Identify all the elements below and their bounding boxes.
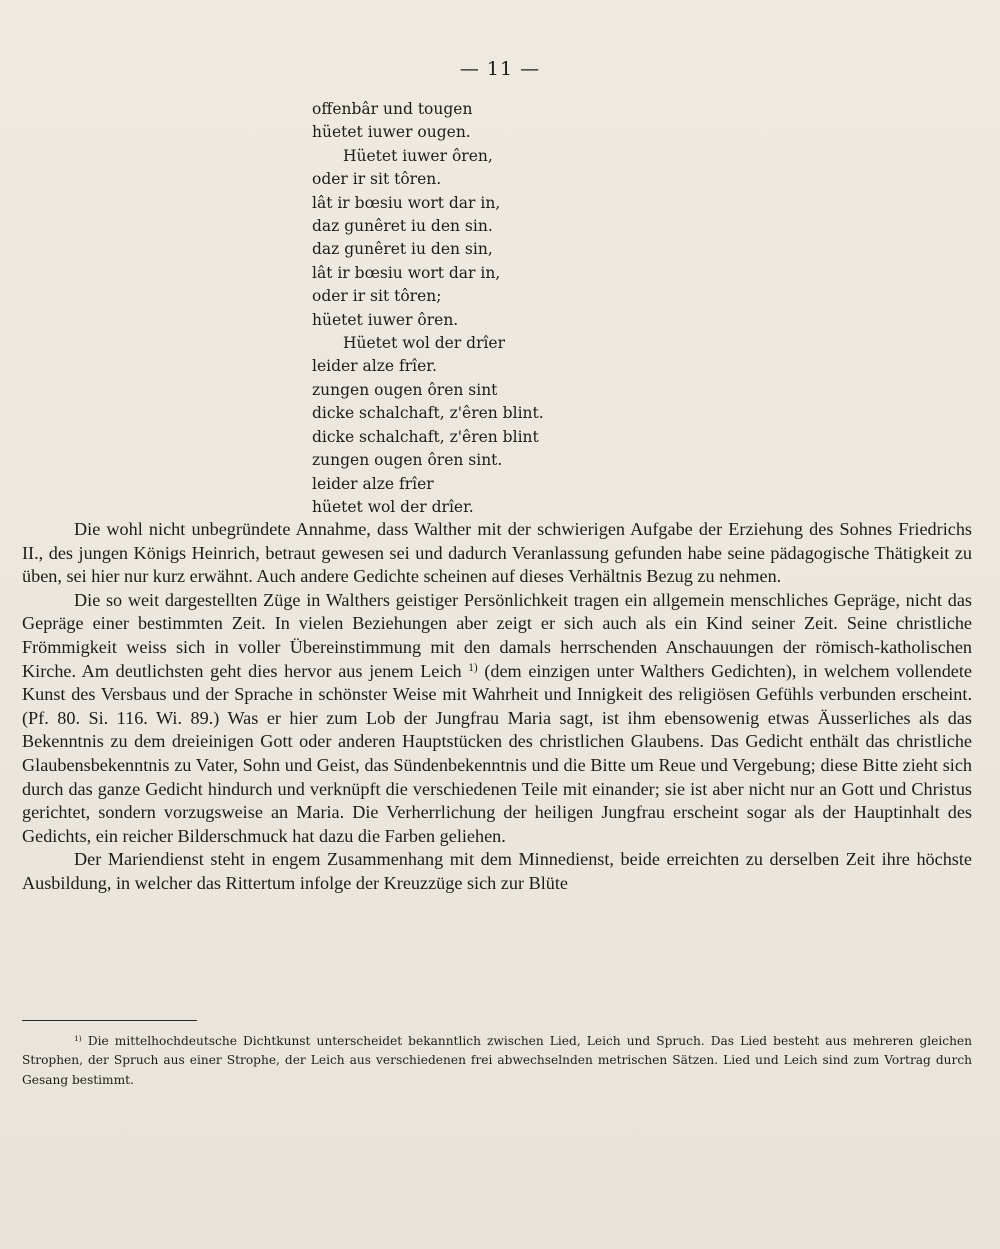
poem-line: lât ir bœsiu wort dar in, (312, 193, 501, 212)
page-number: — 11 — (459, 58, 541, 80)
poem-verse-block (312, 98, 544, 519)
poem-line: hüetet iuwer ougen. (312, 123, 471, 142)
poem-line: leider alze frîer (312, 474, 434, 493)
poem-line: dicke schalchaft, z'êren blint (312, 427, 539, 446)
poem-line: zungen ougen ôren sint (312, 380, 498, 399)
poem-line: daz gunêret iu den sin, (312, 240, 493, 259)
poem-line: offenbâr und tougen (312, 100, 473, 118)
poem-line: leider alze frîer. (312, 357, 437, 376)
poem-line: oder ir sit tôren; (312, 287, 442, 306)
poem-line: oder ir sit tôren. (312, 170, 442, 189)
poem-line: dicke schalchaft, z'êren blint. (312, 404, 544, 423)
poem-line: daz gunêret iu den sin. (312, 217, 493, 236)
paragraph-mariendienst: Der Mariendienst steht in engem Zusammenhang mit dem Minnedienst, beide erreichten zu derselben Zeit ihre höchste Ausbildung, in welcher das Rittertum infolge der Kreuzzüge sich zur Blüte (22, 849, 972, 893)
paragraph-leich-text: Die so weit dargestellten Züge in Walthers geistiger Persönlichkeit tragen ein allgemein menschliches Gepräge, nicht das Gepräge einer bestimmten Zeit. In vielen Beziehungen aber zeigt er sich auch als ein Kind seiner Zeit. Seine christliche Frömmigkeit weiss sich in voller Übereinstimmung mit den damals herrschenden Anschauungen der römisch-katholischen Kirche. Am deutlichsten geht dies hervor aus jenem Leich (22, 589, 972, 681)
paragraph-leich-text-continued: (dem einzigen unter Walthers Gedichten), in welchem vollendete Kunst des Versbaus und der Sprache in schönster Weise mit Wahrheit und Innigkeit des religiösen Gefühls verbunden erscheint. (Pf. 80. Si. 116. Wi. 89.) Was er hier zum Lob der Jungfrau Maria sagt, ist ihm ebensowenig etwas Äusserliches als das Bekenntnis zu dem dreieinigen Gott oder anderen Hauptstücken des christlichen Glaubens. Das Gedicht enthält das christliche Glaubensbekenntnis zu Vater, Sohn und Geist, das Sündenbekenntnis und die Bitte um Reue und Vergebung; diese Bitte zieht sich durch das ganze Gedicht hindurch und verknüpft die verschiedenen Teile mit einander; sie ist aber nicht nur an Gott und Christus gerichtet, sondern vorzugsweise an Maria. Die Verherrlichung der heiligen Jungfrau erscheint sogar als der Hauptinhalt des Gedichts, ein reicher Bilderschmuck hat dazu die Farben geliehen. (22, 660, 972, 846)
poem-line: hüetet wol der drîer. (312, 497, 474, 516)
footnote-divider (22, 1020, 197, 1021)
paragraph-leich (22, 589, 972, 849)
body-text (22, 518, 972, 896)
footnote-reference: 1) (468, 661, 478, 674)
poem-line: Hüetet wol der drîer (343, 334, 506, 353)
poem-line: Hüetet iuwer ôren, (343, 146, 493, 165)
footnote-mark: 1) (74, 1033, 82, 1043)
paragraph-teaching: Die wohl nicht unbegründete Annahme, dass Walther mit der schwierigen Aufgabe der Erziehung des Sohnes Friedrichs II., des jungen Königs Heinrich, betraut gewesen sei und dadurch Veranlassung gefunden habe seine pädagogische Thätigkeit zu üben, sei hier nur kurz erwähnt. Auch andere Gedichte scheinen auf dieses Verhältnis Bezug zu nehmen. (22, 519, 972, 587)
poem-line: zungen ougen ôren sint. (312, 451, 503, 470)
footnote (22, 1032, 972, 1090)
poem-line: lât ir bœsiu wort dar in, (312, 263, 501, 282)
footnote-text: Die mittelhochdeutsche Dichtkunst unterscheidet bekanntlich zwischen Lied, Leich und Spruch. Das Lied besteht aus mehreren gleichen Strophen, der Spruch aus einer Strophe, der Leich aus verschiedenen frei abwechselnden metrischen Sätzen. Lied und Leich sind zum Vortrag durch Gesang bestimmt. (22, 1034, 972, 1087)
poem-line: hüetet iuwer ôren. (312, 310, 459, 329)
